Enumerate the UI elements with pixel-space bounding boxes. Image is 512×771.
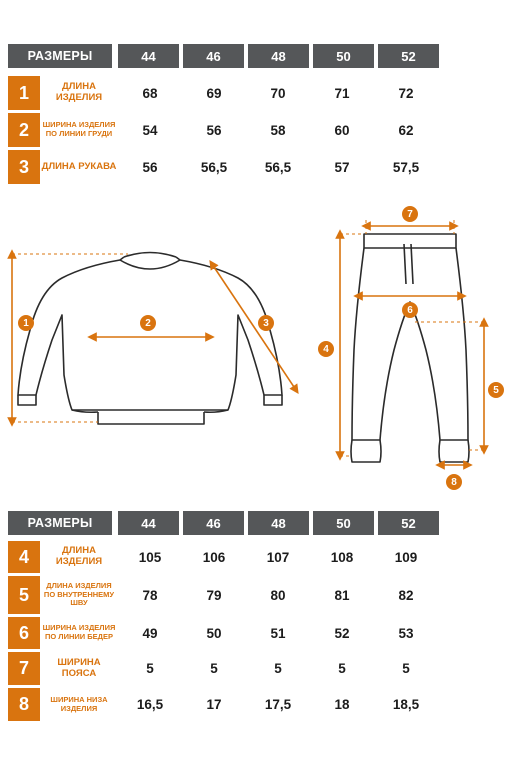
- header-size-52: 52: [378, 44, 439, 68]
- cell-value: 62: [398, 122, 414, 138]
- cell-value: 56: [206, 122, 222, 138]
- garment-sketch: [0, 200, 512, 500]
- marker-3: 3: [258, 315, 274, 331]
- marker-6: 6: [402, 302, 418, 318]
- header-sizes: РАЗМЕРЫ: [8, 511, 112, 535]
- table-row: [8, 576, 438, 614]
- row-number-badge: 3: [8, 150, 40, 184]
- cell-value: 56,5: [264, 159, 292, 175]
- cell-value: 18: [334, 697, 350, 712]
- row-number-badge: 1: [8, 76, 40, 110]
- pants-outline: [351, 234, 469, 462]
- row-number-badge: 6: [8, 617, 40, 649]
- cell-value: 106: [202, 549, 226, 565]
- cell-value: 108: [330, 549, 354, 565]
- row-label: ШИРИНА НИЗА ИЗДЕЛИЯ: [50, 694, 108, 713]
- row-label: ДЛИНА ИЗДЕЛИЯ: [55, 545, 103, 567]
- cell-value: 16,5: [136, 697, 164, 712]
- row-label: ДЛИНА ИЗДЕЛИЯ: [55, 81, 103, 103]
- marker-4: 4: [318, 341, 334, 357]
- header-size-50: 50: [313, 44, 374, 68]
- row-number-badge: 4: [8, 541, 40, 573]
- header-size-44: 44: [118, 44, 179, 68]
- row-number-badge: 7: [8, 652, 40, 685]
- cell-value: 57,5: [392, 159, 420, 175]
- cell-value: 52: [334, 625, 350, 641]
- cell-value: 70: [270, 85, 286, 101]
- cell-value: 68: [142, 85, 158, 101]
- row-label: ШИРИНА ИЗДЕЛИЯ ПО ЛИНИИ БЕДЕР: [42, 623, 116, 641]
- cell-value: 109: [394, 549, 418, 565]
- row-number-badge: 2: [8, 113, 40, 147]
- cell-value: 5: [146, 661, 154, 676]
- header-size-52: 52: [378, 511, 439, 535]
- header-size-50: 50: [313, 511, 374, 535]
- cell-value: 18,5: [392, 697, 420, 712]
- table-row: [8, 113, 438, 147]
- marker-5: 5: [488, 382, 504, 398]
- cell-value: 71: [334, 85, 350, 101]
- cell-value: 17: [206, 697, 222, 712]
- cell-value: 80: [270, 587, 286, 603]
- table-row: [8, 541, 438, 573]
- row-label: ШИРИНА ПОЯСА: [57, 656, 101, 679]
- header-sizes: РАЗМЕРЫ: [8, 44, 112, 68]
- marker-1: 1: [18, 315, 34, 331]
- row-label: ДЛИНА ИЗДЕЛИЯ ПО ВНУТРЕННЕМУ ШВУ: [43, 581, 115, 608]
- row-label: ДЛИНА РУКАВА: [41, 160, 117, 172]
- cell-value: 56: [142, 159, 158, 175]
- cell-value: 58: [270, 122, 286, 138]
- cell-value: 82: [398, 587, 414, 603]
- cell-value: 81: [334, 587, 350, 603]
- table-row: [8, 688, 438, 721]
- cell-value: 60: [334, 122, 350, 138]
- cell-value: 72: [398, 85, 414, 101]
- header-size-46: 46: [183, 511, 244, 535]
- cell-value: 105: [138, 549, 162, 565]
- cell-value: 56,5: [200, 159, 228, 175]
- cell-value: 5: [402, 661, 410, 676]
- cell-value: 57: [334, 159, 350, 175]
- cell-value: 107: [266, 549, 290, 565]
- table-row: [8, 617, 438, 649]
- cell-value: 69: [206, 85, 222, 101]
- cell-value: 51: [270, 625, 286, 641]
- row-number-badge: 8: [8, 688, 40, 721]
- cell-value: 54: [142, 122, 158, 138]
- cell-value: 5: [274, 661, 282, 676]
- header-size-44: 44: [118, 511, 179, 535]
- sweatshirt-outline: [18, 253, 282, 425]
- marker-7: 7: [402, 206, 418, 222]
- cell-value: 50: [206, 625, 222, 641]
- table-row: [8, 76, 438, 110]
- header-size-46: 46: [183, 44, 244, 68]
- table-row: [8, 652, 438, 685]
- row-number-badge: 5: [8, 576, 40, 614]
- marker-8: 8: [446, 474, 462, 490]
- cell-value: 17,5: [264, 697, 292, 712]
- cell-value: 53: [398, 625, 414, 641]
- cell-value: 5: [210, 661, 218, 676]
- cell-value: 5: [338, 661, 346, 676]
- table-row: [8, 150, 438, 184]
- header-size-48: 48: [248, 511, 309, 535]
- marker-2: 2: [140, 315, 156, 331]
- row-label: ШИРИНА ИЗДЕЛИЯ ПО ЛИНИИ ГРУДИ: [42, 120, 116, 138]
- cell-value: 49: [142, 625, 158, 641]
- cell-value: 79: [206, 587, 222, 603]
- cell-value: 78: [142, 587, 158, 603]
- header-size-48: 48: [248, 44, 309, 68]
